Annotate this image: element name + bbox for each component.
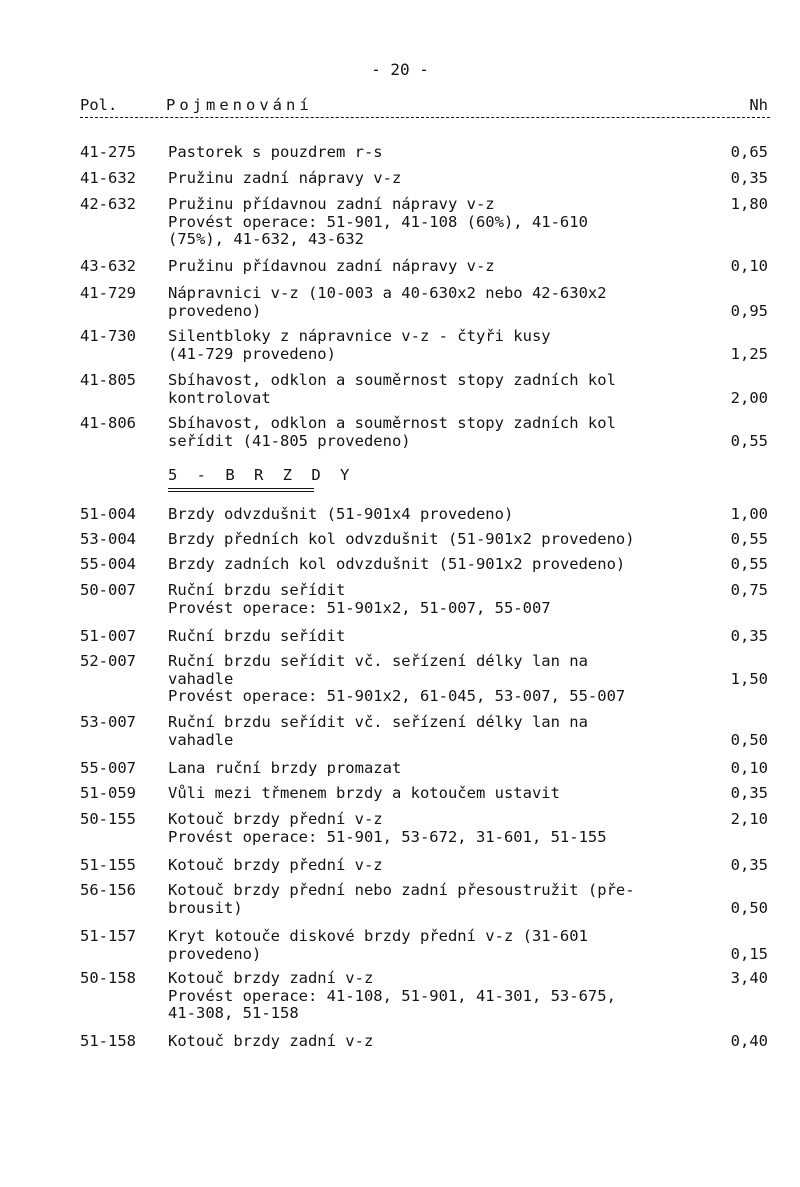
norm-hours-value: 0,40 [730,1032,768,1050]
operation-description: Pastorek s pouzdrem r-s [168,143,383,161]
operation-code: 50-155 [80,810,136,828]
section-title: 5 - B R Z D Y [168,466,355,484]
operation-description: Pružinu zadní nápravy v-z [168,169,402,187]
operation-code: 51-157 [80,927,136,945]
operation-code: 41-730 [80,327,136,345]
norm-hours-value: 0,55 [730,530,768,548]
operation-description: Kotouč brzdy přední v-z Provést operace: 51-901, 53-672, 31-601, 51-155 [168,810,607,846]
operation-description: Pružinu přídavnou zadní nápravy v-z Provést operace: 51-901, 41-108 (60%), 41-610 (75%), 41-632, 43-632 [168,195,588,248]
operation-description: Sbíhavost, odklon a souměrnost stopy zadních kol kontrolovat [168,371,616,407]
operation-description: Silentbloky z nápravnice v-z - čtyři kusy (41-729 provedeno) [168,327,551,363]
operation-description: Brzdy odvzdušnit (51-901x4 provedeno) [168,505,514,523]
norm-hours-value: 0,95 [730,301,768,320]
operation-code: 50-007 [80,581,136,599]
norm-hours-value: 0,75 [730,581,768,599]
operation-code: 41-806 [80,414,136,432]
norm-hours-value: 1,25 [730,344,768,363]
norm-hours-value: 1,50 [730,669,768,688]
operation-code: 53-007 [80,713,136,731]
norm-hours-value: 0,50 [730,898,768,917]
operation-code: 41-729 [80,284,136,302]
norm-hours-value: 0,10 [730,257,768,275]
operation-description: Vůli mezi třmenem brzdy a kotoučem ustavit [168,784,560,802]
norm-hours-value: 0,65 [730,143,768,161]
header-nh: Nh [749,96,768,114]
operation-description: Lana ruční brzdy promazat [168,759,402,777]
norm-hours-value: 0,35 [730,627,768,645]
operation-description: Brzdy zadních kol odvzdušnit (51-901x2 provedeno) [168,555,626,573]
norm-hours-value: 2,00 [730,388,768,407]
operation-description: Kotouč brzdy přední v-z [168,856,383,874]
operation-description: Sbíhavost, odklon a souměrnost stopy zadních kol seřídit (41-805 provedeno) [168,414,616,450]
operation-description: Ruční brzdu seřídit Provést operace: 51-901x2, 51-007, 55-007 [168,581,551,617]
norm-hours-value: 0,10 [730,759,768,777]
operation-code: 51-059 [80,784,136,802]
operation-description: Ruční brzdu seřídit vč. seřízení délky lan na vahadle Provést operace: 51-901x2, 61-045, 53-007, 55-007 [168,652,626,705]
norm-hours-value: 1,00 [730,505,768,523]
operation-code: 51-004 [80,505,136,523]
norm-hours-value: 0,35 [730,856,768,874]
norm-hours-value: 0,15 [730,944,768,963]
page-number: - 20 - [371,60,429,79]
norm-hours-value: 0,35 [730,784,768,802]
norm-hours-value: 0,50 [730,730,768,749]
operation-code: 42-632 [80,195,136,213]
operation-code: 55-007 [80,759,136,777]
operation-code: 43-632 [80,257,136,275]
operation-code: 50-158 [80,969,136,987]
norm-hours-value: 3,40 [730,969,768,987]
norm-hours-value: 2,10 [730,810,768,828]
operation-code: 56-156 [80,881,136,899]
operation-description: Brzdy předních kol odvzdušnit (51-901x2 provedeno) [168,530,635,548]
operation-code: 51-007 [80,627,136,645]
header-pol: Pol. [80,96,118,114]
norm-hours-value: 1,80 [730,195,768,213]
operation-code: 55-004 [80,555,136,573]
norm-hours-value: 0,55 [730,555,768,573]
operation-description: Kotouč brzdy přední nebo zadní přesoustružit (pře- brousit) [168,881,635,917]
operation-description: Kotouč brzdy zadní v-z Provést operace: 41-108, 51-901, 41-301, 53-675, 41-308, 51-158 [168,969,616,1022]
norm-hours-value: 0,35 [730,169,768,187]
operation-description: Kotouč brzdy zadní v-z [168,1032,374,1050]
operation-code: 41-805 [80,371,136,389]
norm-hours-value: 0,55 [730,431,768,450]
operation-code: 51-158 [80,1032,136,1050]
operation-description: Ruční brzdu seřídit [168,627,346,645]
operation-description: Kryt kotouče diskové brzdy přední v-z (31-601 provedeno) [168,927,588,963]
operation-code: 52-007 [80,652,136,670]
operation-code: 53-004 [80,530,136,548]
operation-description: Nápravnici v-z (10-003 a 40-630x2 nebo 42-630x2 provedeno) [168,284,607,320]
operation-code: 51-155 [80,856,136,874]
header-name: Pojmenování [166,96,313,114]
operation-description: Ruční brzdu seřídit vč. seřízení délky lan na vahadle [168,713,588,749]
operation-code: 41-275 [80,143,136,161]
operation-description: Pružinu přídavnou zadní nápravy v-z [168,257,495,275]
operation-code: 41-632 [80,169,136,187]
